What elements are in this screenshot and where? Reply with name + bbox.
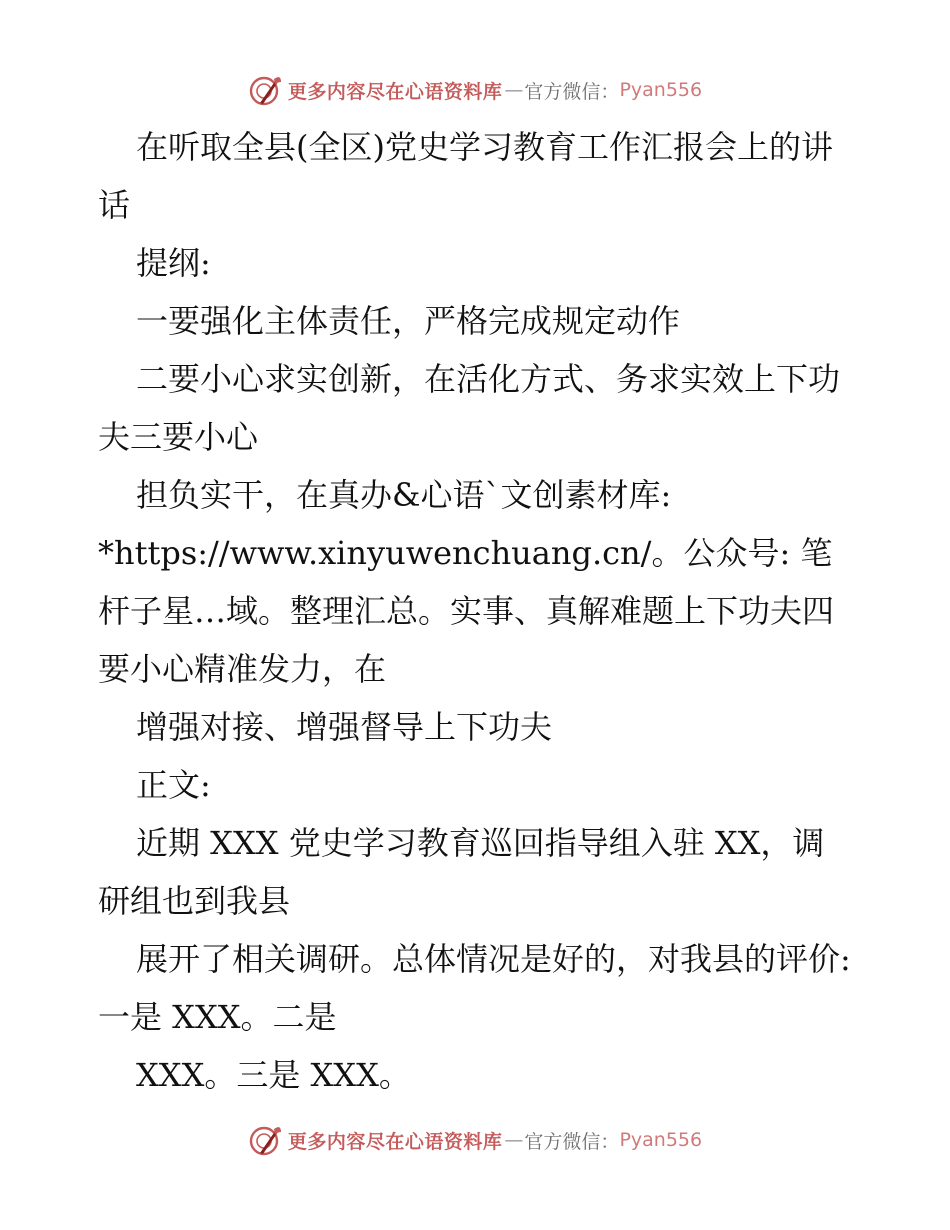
banner-separator: — (504, 1129, 522, 1151)
paragraph-body-1: 近期 XXX 党史学习教育巡回指导组入驻 XX，调研组也到我县 (98, 824, 825, 920)
document-body (98, 118, 854, 1104)
paragraph-outline-4: 增强对接、增强督导上下功夫 (136, 708, 553, 746)
banner-wechat-label: 官方微信： (524, 1130, 620, 1153)
quill-pen-logo-icon (248, 1123, 282, 1157)
paragraph-outline-2: 二要小心求实创新，在活化方式、务求实效上下功夫三要小心 (98, 360, 841, 456)
header-banner (0, 70, 950, 110)
banner-wechat-label: 官方微信： (524, 80, 620, 103)
paragraph-outline-1: 一要强化主体责任，严格完成规定动作 (136, 302, 681, 340)
banner-wechat-id: Pyan556 (619, 79, 703, 101)
banner-main-text: 更多内容尽在心语资料库 (287, 1130, 503, 1153)
banner-main-text: 更多内容尽在心语资料库 (287, 80, 503, 103)
paragraph-source-url: *https://www.xinyuwenchuang.cn/。公众号: 笔杆子星…域。整理汇总。实事、真解难题上下功夫四要小心精准发力，在 (98, 534, 835, 688)
footer-banner (0, 1120, 950, 1160)
paragraph-outline-3: 担负实干，在真办&心语`文创素材库: (136, 476, 672, 514)
paragraph-body-2: 展开了相关调研。总体情况是好的，对我县的评价: 一是 XXX。二是 (98, 940, 851, 1036)
paragraph-title: 在听取全县(全区)党史学习教育工作汇报会上的讲话 (98, 128, 833, 224)
banner-separator: — (504, 79, 522, 101)
quill-pen-logo-icon (248, 73, 282, 107)
banner-wechat-id: Pyan556 (619, 1129, 703, 1151)
paragraph-outline-heading: 提纲: (136, 244, 211, 282)
paragraph-body-3: XXX。三是 XXX。 (136, 1056, 411, 1094)
paragraph-body-heading: 正文: (136, 766, 211, 804)
